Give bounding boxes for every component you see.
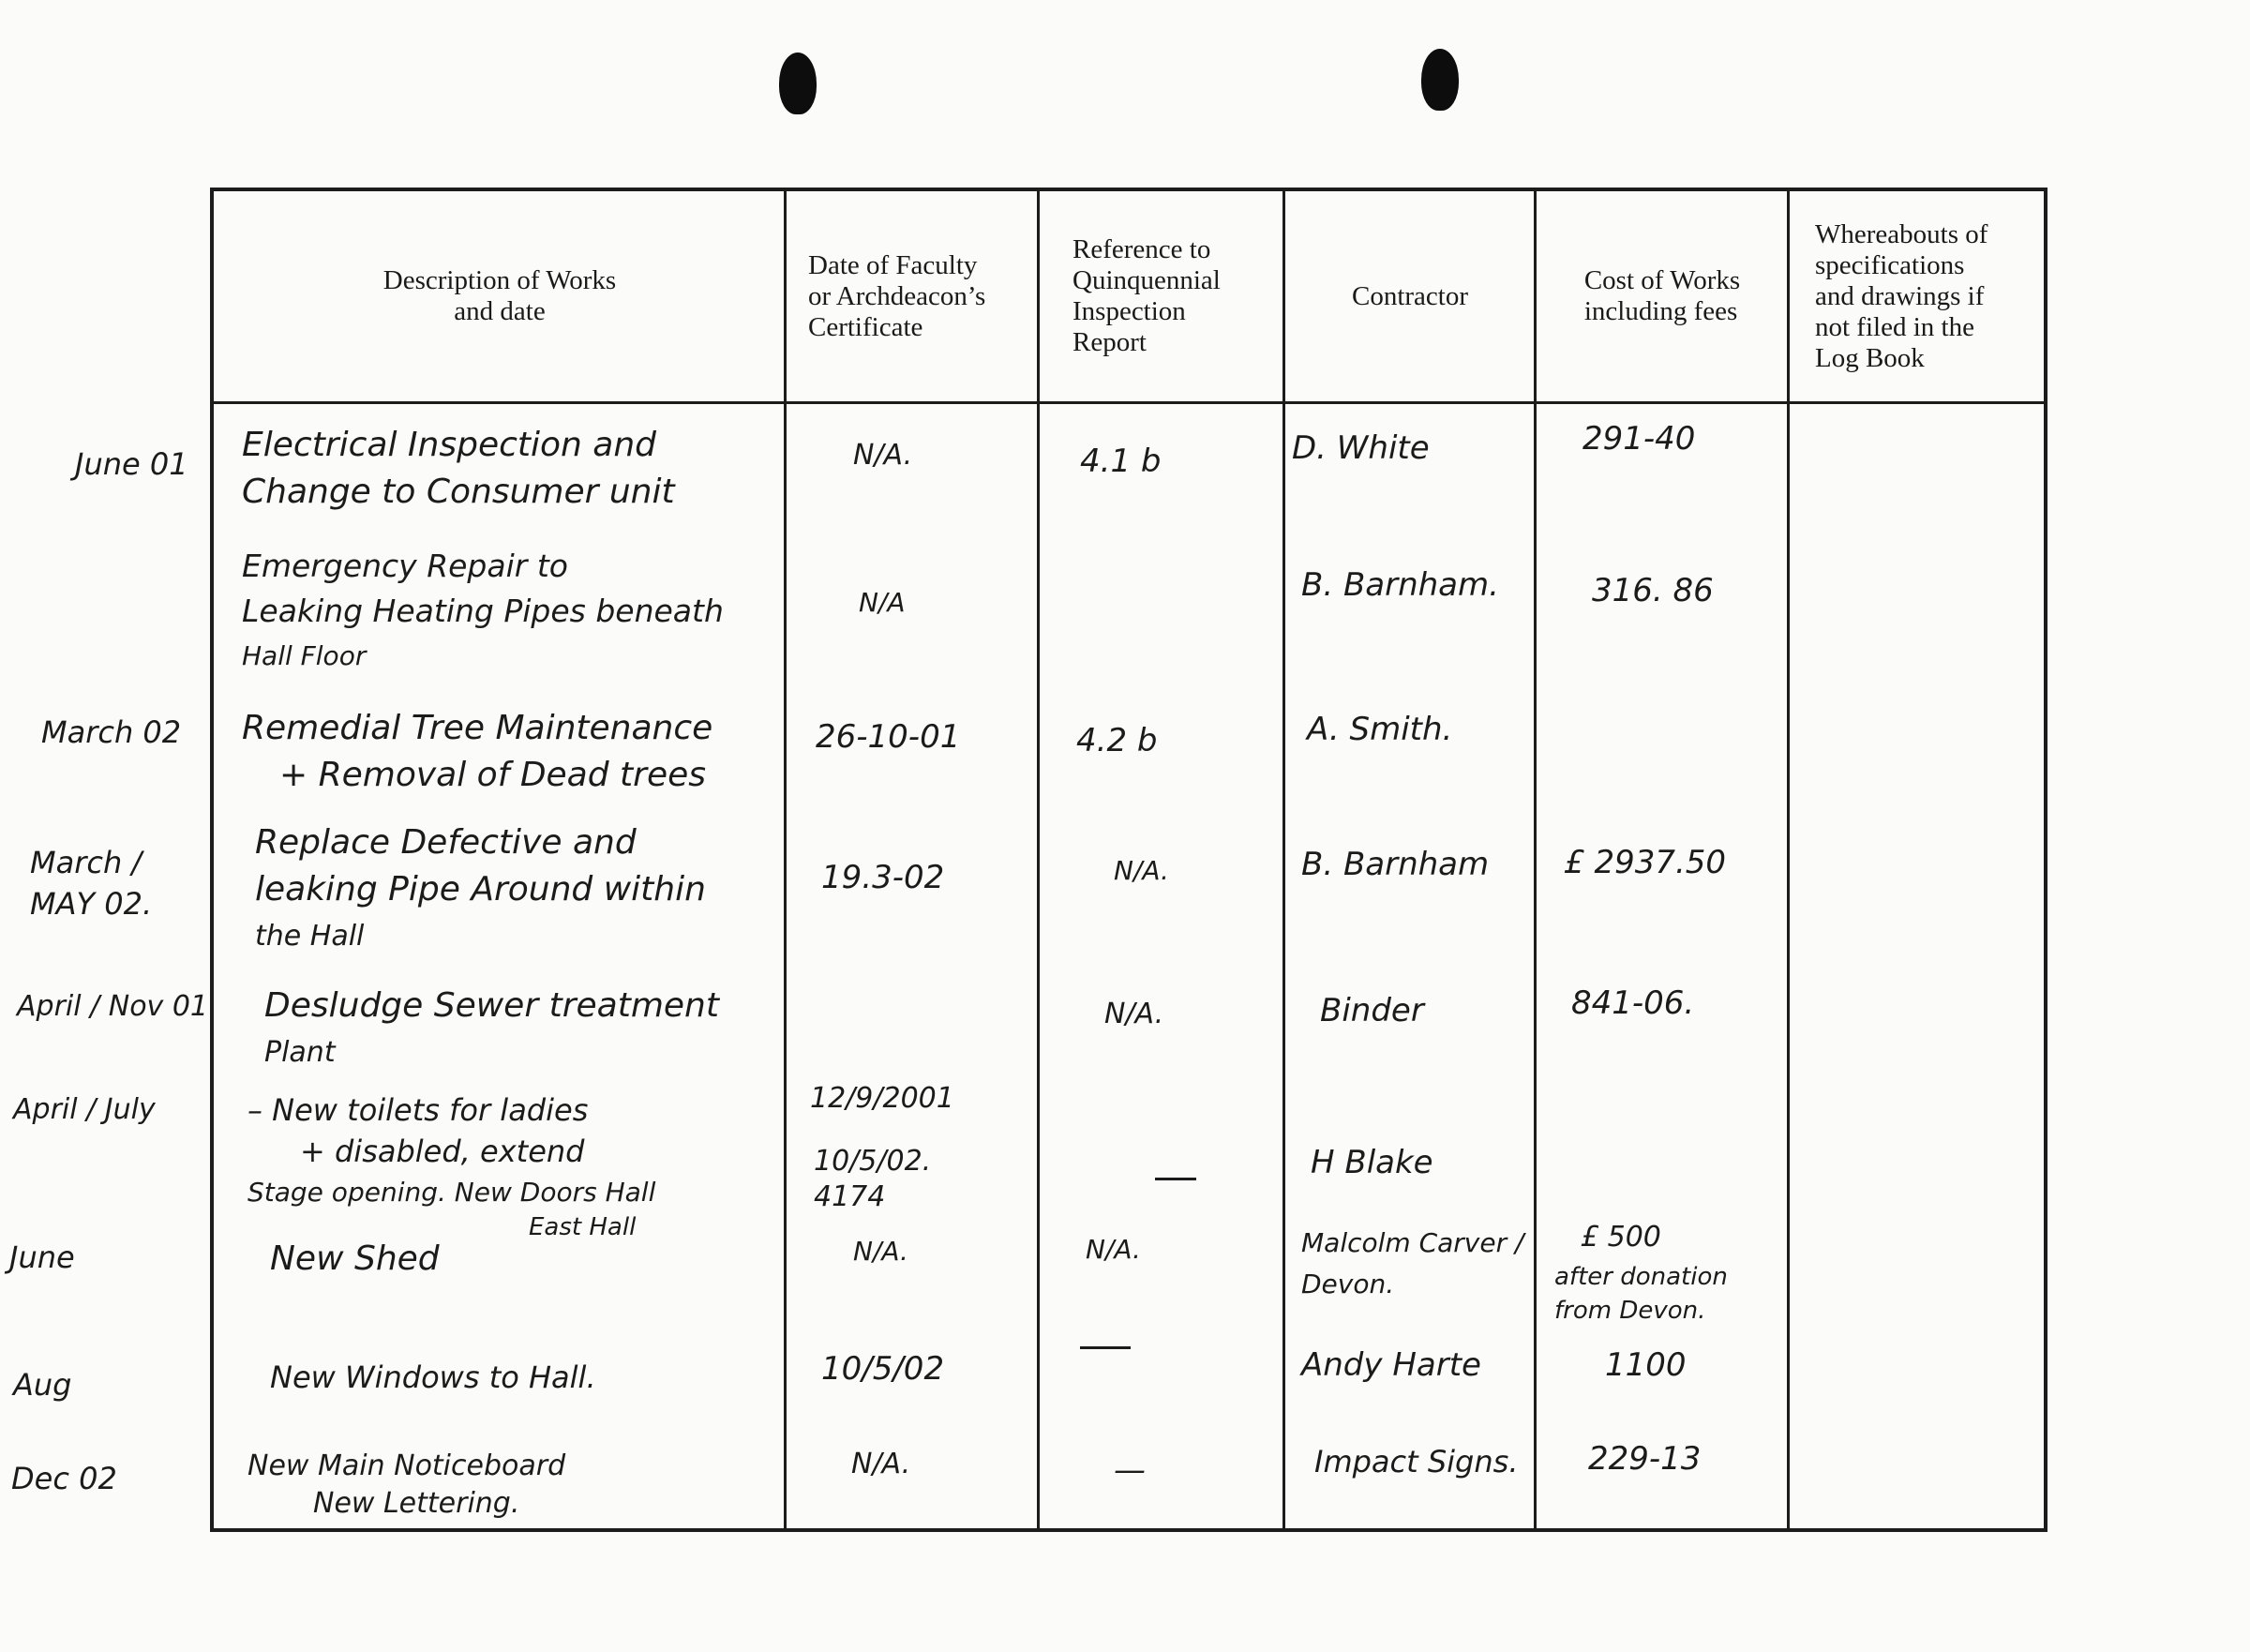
row-date: April / July bbox=[13, 1093, 156, 1126]
row-contractor: Andy Harte bbox=[1301, 1346, 1481, 1384]
row-contractor: H Blake bbox=[1311, 1144, 1433, 1181]
row-date: Dec 02 bbox=[11, 1461, 117, 1496]
row-faculty-date: 10/5/02 bbox=[821, 1350, 945, 1388]
row-reference: N/A. bbox=[1104, 998, 1164, 1030]
row-reference: N/A. bbox=[1114, 855, 1169, 886]
row-cost: 316. 86 bbox=[1592, 572, 1714, 609]
punch-hole-left bbox=[779, 53, 817, 114]
row-cost: 1100 bbox=[1605, 1346, 1687, 1384]
row-description: Electrical Inspection and Change to Consumer unit bbox=[242, 426, 675, 511]
works-log-table bbox=[210, 188, 2048, 1532]
row-date: Aug bbox=[13, 1367, 72, 1403]
row-faculty-date: N/A bbox=[859, 587, 906, 618]
row-cost-note: after donation from Devon. bbox=[1554, 1263, 1728, 1325]
row-reference: 4.2 b bbox=[1076, 722, 1158, 759]
row-contractor: Impact Signs. bbox=[1314, 1444, 1519, 1479]
header-reference: Reference to Quinquennial Inspection Report bbox=[1072, 234, 1221, 357]
header-faculty-date: Date of Faculty or Archdeacon’s Certificate bbox=[808, 249, 986, 342]
row-date: April / Nov 01 bbox=[17, 990, 209, 1023]
row-contractor: D. White bbox=[1292, 429, 1430, 467]
row-description: New Main Noticeboard New Lettering. bbox=[248, 1449, 566, 1520]
row-description: New Shed bbox=[270, 1239, 440, 1278]
punch-hole-right bbox=[1421, 49, 1459, 111]
row-cost: 291-40 bbox=[1582, 420, 1696, 458]
row-faculty-date: 19.3-02 bbox=[821, 859, 945, 896]
row-faculty-date: N/A. bbox=[853, 439, 913, 472]
row-faculty-date: N/A. bbox=[853, 1236, 908, 1267]
row-date: March / MAY 02. bbox=[30, 845, 153, 922]
row-faculty-date: N/A. bbox=[851, 1448, 911, 1480]
row-description: Emergency Repair to Leaking Heating Pipes beneath Hall Floor bbox=[242, 548, 724, 671]
row-faculty-date: 26-10-01 bbox=[816, 718, 961, 756]
row-reference: — bbox=[1114, 1451, 1146, 1489]
row-reference: N/A. bbox=[1086, 1234, 1141, 1265]
row-description: – New toilets for ladies + disabled, extend Stage opening. New Doors Hall East Hall bbox=[248, 1092, 656, 1241]
row-contractor: Malcolm Carver / Devon. bbox=[1301, 1227, 1524, 1299]
row-contractor: A. Smith. bbox=[1307, 711, 1453, 748]
row-description: New Windows to Hall. bbox=[270, 1359, 596, 1395]
header-whereabouts: Whereabouts of specifications and drawings if not filed in the Log Book bbox=[1815, 218, 1988, 373]
row-date: June bbox=[9, 1239, 75, 1275]
header-cost: Cost of Works including fees bbox=[1583, 265, 1741, 326]
row-date: June 01 bbox=[75, 446, 188, 482]
row-contractor: B. Barnham bbox=[1301, 846, 1490, 883]
row-contractor: B. Barnham. bbox=[1301, 566, 1499, 604]
row-faculty-date-extra: 10/5/02. 4174 bbox=[814, 1145, 932, 1213]
row-contractor: Binder bbox=[1320, 992, 1424, 1029]
row-description: Remedial Tree Maintenance + Removal of Dead trees bbox=[242, 709, 713, 794]
header-contractor: Contractor bbox=[1351, 280, 1468, 311]
row-cost: £ 500 bbox=[1581, 1221, 1661, 1254]
row-faculty-date: 12/9/2001 bbox=[810, 1082, 954, 1115]
row-cost: 229-13 bbox=[1588, 1440, 1702, 1478]
header-description: Description of Works and date bbox=[382, 265, 617, 326]
row-description: Desludge Sewer treatment Plant bbox=[264, 986, 719, 1069]
row-reference-struck bbox=[1080, 1346, 1131, 1349]
row-cost: £ 2937.50 bbox=[1564, 844, 1727, 881]
row-reference: 4.1 b bbox=[1080, 443, 1162, 480]
row-date: March 02 bbox=[41, 714, 182, 750]
row-cost: 841-06. bbox=[1571, 984, 1695, 1022]
row-description: Replace Defective and leaking Pipe Around within the Hall bbox=[255, 823, 706, 953]
row-reference bbox=[1155, 1178, 1196, 1180]
